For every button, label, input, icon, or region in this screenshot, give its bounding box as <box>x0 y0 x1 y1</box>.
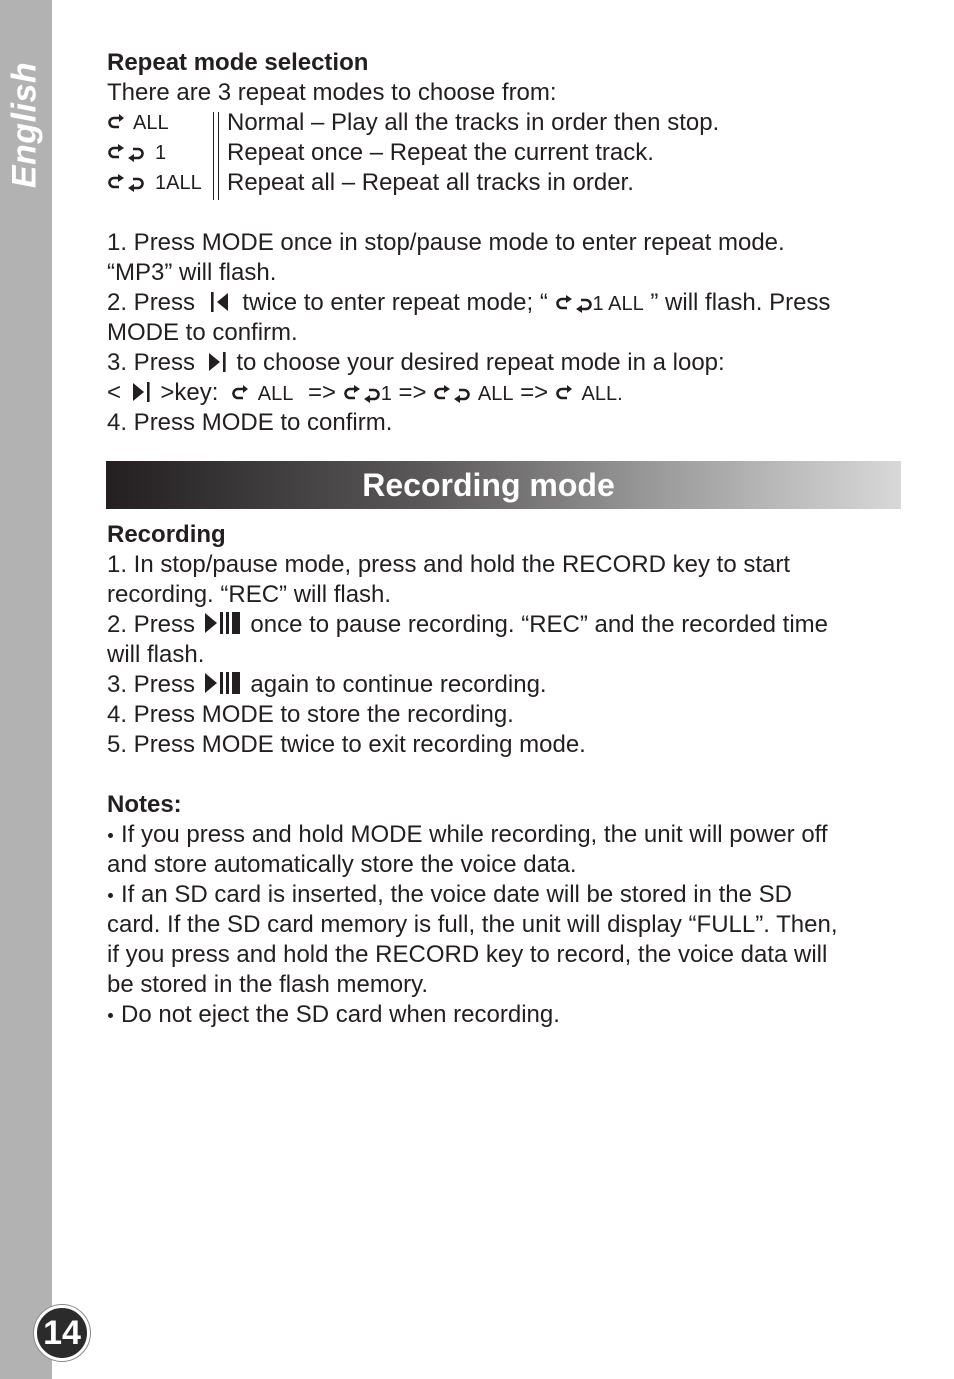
recording-step-3 <box>107 670 897 700</box>
mode-description: Normal – Play all the tracks in order then stop. <box>227 109 720 136</box>
repeat-arrow-icon <box>231 385 251 403</box>
sidebar <box>0 0 52 1379</box>
mode-row-all <box>107 168 907 198</box>
repeat-step-3-loop <box>107 378 907 408</box>
repeat-step-2-cont: MODE to confirm. <box>107 319 298 346</box>
recording-step-5: 5. Press MODE twice to exit recording mode. <box>107 731 586 758</box>
section-banner <box>106 461 901 509</box>
step-text: 2. Press <box>107 289 196 316</box>
repeat-modes-table <box>107 108 907 198</box>
mode-key-label: 1 <box>380 383 392 405</box>
note-text: If you press and hold MODE while recording, the unit will power off <box>121 821 828 848</box>
note-text: Do not eject the SD card when recording. <box>121 1001 560 1028</box>
repeat-arrow-icon <box>107 114 127 132</box>
recording-section <box>107 520 897 1030</box>
note-1 <box>107 820 897 850</box>
step-text: twice to enter repeat mode; “ <box>242 289 548 316</box>
mode-key-label: ALL <box>133 112 169 134</box>
repeat-step-2 <box>107 288 907 318</box>
language-label <box>2 60 48 190</box>
page-number: 14 <box>34 1305 90 1361</box>
step-text: < <box>107 379 122 406</box>
banner-title: Recording mode <box>362 466 615 503</box>
mode-row-once <box>107 138 907 168</box>
repeat-step-1-cont: “MP3” will flash. <box>107 259 277 286</box>
bullet-icon <box>108 833 113 838</box>
previous-track-icon <box>210 291 232 313</box>
recording-step-2-cont: will flash. <box>107 641 205 668</box>
note-2-cont-3: be stored in the flash memory. <box>107 971 429 998</box>
bullet-icon <box>108 1013 113 1018</box>
note-2-cont-1: card. If the SD card memory is full, the unit will display “FULL”. Then, <box>107 911 838 938</box>
notes-heading: Notes: <box>107 791 182 818</box>
repeat-section <box>107 48 907 438</box>
mode-key-label: 1 ALL <box>592 293 644 315</box>
step-text: ” will flash. Press <box>650 289 831 316</box>
play-pause-icon <box>204 611 242 635</box>
recording-heading: Recording <box>107 521 226 548</box>
step-text: to choose your desired repeat mode in a loop: <box>236 349 725 376</box>
mode-key-label: 1ALL <box>155 172 202 194</box>
bullet-icon <box>108 893 113 898</box>
mode-key-label: ALL <box>257 383 294 405</box>
step-text: 3. Press <box>107 671 196 698</box>
repeat-step-3 <box>107 348 907 378</box>
note-1-cont: and store automatically store the voice data. <box>107 851 577 878</box>
language-text: English <box>5 61 44 189</box>
repeat-intro: There are 3 repeat modes to choose from: <box>107 79 557 106</box>
next-track-icon <box>206 351 228 373</box>
repeat-heading: Repeat mode selection <box>107 49 369 76</box>
step-text: >key: <box>160 379 219 406</box>
mode-key-label: ALL. <box>581 383 623 405</box>
repeat-step-4: 4. Press MODE to confirm. <box>107 409 393 436</box>
repeat-loop-icon <box>107 144 145 162</box>
recording-step-2 <box>107 610 897 640</box>
step-text: => <box>308 379 337 406</box>
mode-row-normal <box>107 108 907 138</box>
play-pause-icon <box>204 671 242 695</box>
repeat-arrow-icon <box>555 385 575 403</box>
step-text: => <box>520 379 549 406</box>
next-track-icon <box>130 381 152 403</box>
note-2-cont-2: if you press and hold the RECORD key to record, the voice data will <box>107 941 828 968</box>
table-divider <box>213 112 219 200</box>
repeat-loop-icon <box>433 385 471 403</box>
mode-key-label: 1 <box>155 142 167 164</box>
note-text: If an SD card is inserted, the voice date will be stored in the SD <box>121 881 793 908</box>
repeat-loop-icon <box>107 174 145 192</box>
step-text: => <box>398 379 427 406</box>
recording-step-1-cont: recording. “REC” will flash. <box>107 581 392 608</box>
recording-step-1: 1. In stop/pause mode, press and hold the RECORD key to start <box>107 551 791 578</box>
repeat-step-1: 1. Press MODE once in stop/pause mode to enter repeat mode. <box>107 229 785 256</box>
mode-description: Repeat all – Repeat all tracks in order. <box>227 169 634 196</box>
repeat-loop-icon <box>343 385 381 403</box>
repeat-loop-icon <box>555 295 593 313</box>
note-3 <box>107 1000 897 1030</box>
step-text: again to continue recording. <box>250 671 547 698</box>
step-text: once to pause recording. “REC” and the recorded time <box>250 611 829 638</box>
mode-description: Repeat once – Repeat the current track. <box>227 139 654 166</box>
mode-key-label: ALL <box>477 383 514 405</box>
note-2 <box>107 880 897 910</box>
step-text: 3. Press <box>107 349 196 376</box>
step-text: 2. Press <box>107 611 196 638</box>
recording-step-4: 4. Press MODE to store the recording. <box>107 701 514 728</box>
